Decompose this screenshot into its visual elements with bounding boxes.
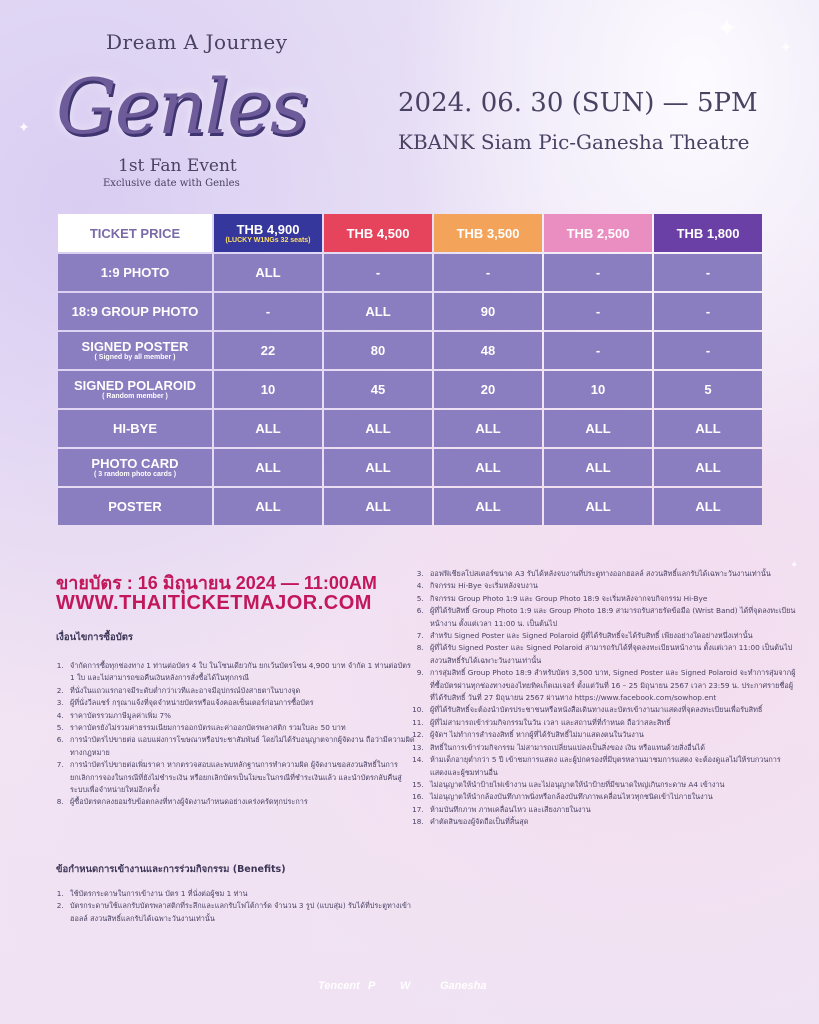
list-item: 3. ออฟฟิเชียลโปสเตอร์ขนาด A3 รับได้หลังจบงานที่ประตูทางออกฮอลล์ สงวนสิทธิ์แลกรับได้เฉพาะวันงานเท่านั้น [426,568,796,580]
conditions-list [50,660,416,809]
sponsor-logo: Ganesha [440,980,487,992]
list-item: 13. สิทธิ์ในการเข้าร่วมกิจกรรม ไม่สามารถเปลี่ยนแปลงเป็นสิ่งของ เงิน หรือแทนด้วยสิ่งอื่นได้ [426,742,796,754]
genles-logo: Genles [56,62,307,151]
benefit-cell: ALL [214,254,322,291]
benefit-cell: - [544,293,652,330]
benefit-cell: 10 [544,371,652,408]
sparkle-icon: ✦ [780,40,792,56]
benefit-sub: ( 3 random photo cards ) [93,470,177,478]
benefit-name: PHOTO CARD [91,455,179,471]
conditions-title: เงื่อนไขการซื้อบัตร [56,632,134,643]
list-item: 1. ใช้บัตรกระดาษในการเข้างาน บัตร 1 ที่นั่งต่อผู้ชม 1 ท่าน [66,888,416,900]
sparkle-icon: ✦ [716,14,738,44]
benefit-cell: ALL [434,488,542,525]
benefit-cell: 80 [324,332,432,369]
list-item: 18. คำตัดสินของผู้จัดถือเป็นที่สิ้นสุด [426,816,796,828]
benefit-cell: ALL [654,488,762,525]
benefit-cell: 48 [434,332,542,369]
list-item: 3. ผู้ที่นั่งวีลแชร์ กรุณาแจ้งที่จุดจำหน่ายบัตรหรือแจ้งคอลเซ็นเตอร์ก่อนการซื้อบัตร [66,697,416,709]
ticket-price-header: TICKET PRICE [58,214,212,252]
benefit-row [58,293,762,330]
event-tagline: Exclusive date with Genles [103,178,240,189]
list-item: 6. การนำบัตรไปขายต่อ แอบแฝงการโฆษณาหรือประชาสัมพันธ์ โดยไม่ได้รับอนุญาตจากผู้จัดงาน ถือว่ามีความผิดทางกฎหมาย [66,734,416,759]
list-item: 1. จำกัดการซื้อทุกช่องทาง 1 ท่านต่อบัตร 4 ใบ ในโซนเดียวกัน ยกเว้นบัตรโซน 4,900 บาท จำกัด 1 ท่านต่อบัตร 1 ใบ และไม่สามารถขอคืนเงินหลังการสั่งซื้อได้ในทุกกรณี [66,660,416,685]
list-item: 15. ไม่อนุญาตให้นำป้ายไฟเข้างาน และไม่อนุญาตให้นำป้ายที่มีขนาดใหญ่เกินกระดาษ A4 เข้างาน [426,779,796,791]
benefit-cell: ALL [324,293,432,330]
benefit-cell: - [434,254,542,291]
benefits-title: ข้อกำหนดการเข้างานและการร่วมกิจกรรม (Benefits) [56,864,286,875]
benefit-row [58,449,762,486]
benefit-name: 18:9 GROUP PHOTO [71,303,199,319]
benefit-name: 1:9 PHOTO [100,264,170,280]
list-item: 5. กิจกรรม Group Photo 1:9 และ Group Photo 18:9 จะเริ่มหลังจากจบกิจกรรม Hi-Bye [426,593,796,605]
benefit-row [58,371,762,408]
benefit-cell: - [214,293,322,330]
price-label: THB 4,500 [346,225,410,241]
benefit-label [58,254,212,291]
price-header-4 [544,214,652,252]
benefit-label [58,332,212,369]
benefit-cell: ALL [214,410,322,447]
benefit-name: HI-BYE [112,420,158,436]
benefit-cell: ALL [324,488,432,525]
benefit-row [58,254,762,291]
benefit-row [58,332,762,369]
benefit-name: POSTER [108,498,162,514]
benefit-cell: 20 [434,371,542,408]
sponsor-logo: P [368,980,376,992]
benefit-sub: ( Signed by all member ) [94,353,176,361]
price-header-2 [324,214,432,252]
benefit-label [58,410,212,447]
list-item: 11. ผู้ที่ไม่สามารถเข้าร่วมกิจกรรมในวัน เวลา และสถานที่ที่กำหนด ถือว่าสละสิทธิ์ [426,717,796,729]
benefit-cell: ALL [214,449,322,486]
benefit-cell: ALL [544,488,652,525]
list-item: 12. ผู้จัดฯ ไม่ทำการสำรองสิทธิ์ หากผู้ที่ได้รับสิทธิ์ไม่มาแสดงตนในวันงาน [426,729,796,741]
list-item: 8. ผู้ซื้อบัตรตกลงยอมรับข้อตกลงที่ทางผู้จัดงานกำหนดอย่างเคร่งครัดทุกประการ [66,796,416,808]
list-item: 4. กิจกรรม Hi-Bye จะเริ่มหลังจบงาน [426,580,796,592]
price-label: THB 2,500 [566,225,630,241]
sale-date: ขายบัตร : 16 มิถุนายน 2024 — 11:00AM [56,573,377,593]
price-label: THB 4,900 [236,221,300,237]
benefit-label [58,449,212,486]
list-item: 17. ห้ามบันทึกภาพ ภาพเคลื่อนไหว และเสียงภายในงาน [426,804,796,816]
event-venue: KBANK Siam Pic-Ganesha Theatre [398,130,750,154]
benefit-cell: ALL [214,488,322,525]
sponsor-logo: W [400,980,411,992]
list-item: 8. ผู้ที่ได้รับ Signed Poster และ Signed Polaroid สามารถรับได้ที่จุดลงทะเบียนหน้างาน ตั้งแต่เวลา 11:00 เป็นต้นไป สงวนสิทธิ์รับได้เฉพาะวันงานเท่านั้น [426,642,796,667]
list-item: 7. การนำบัตรไปขายต่อเพิ่มราคา หากตรวจสอบและพบหลักฐานการทำความผิด ผู้จัดงานขอสงวนสิทธิ์ในการยกเลิกการจองในกรณีที่ยังไม่ชำระเงิน หรือยกเลิกบัตรเป็นโมฆะในกรณีที่ชำระเงินแล้ว และนำบัตรกลับคืนสู่ระบบเพื่อจำหน่ายใหม่อีกครั้ง [66,759,416,796]
benefit-cell: - [544,254,652,291]
price-header-3 [434,214,542,252]
list-item: 2. ที่นั่งในแถวแรกอาจมีระดับต่ำกว่าเวทีและอาจมีอุปกรณ์บังสายตาในบางจุด [66,685,416,697]
event-date: 2024. 06. 30 (SUN) — 5PM [398,88,758,118]
sparkle-icon: ✦ [790,560,799,571]
ticket-table [56,212,764,527]
price-header-5 [654,214,762,252]
benefit-label [58,488,212,525]
price-header-1 [214,214,322,252]
benefit-cell: ALL [654,410,762,447]
benefit-cell: ALL [324,449,432,486]
list-item: 10. ผู้ที่ได้รับสิทธิ์จะต้องนำบัตรประชาชนหรือหนังสือเดินทางและบัตรเข้างานมาแสดงที่จุดลงทะเบียนเพื่อรับสิทธิ์ [426,704,796,716]
benefit-row [58,410,762,447]
list-item: 5. ราคาบัตรยังไม่รวมค่าธรรมเนียมการออกบัตรและค่าออกบัตรพลาสติก รวมใบละ 50 บาท [66,722,416,734]
price-label: THB 3,500 [456,225,520,241]
benefit-cell: ALL [324,410,432,447]
sponsor-logo: Tencent [318,980,360,992]
benefit-cell: - [544,332,652,369]
benefit-cell: ALL [544,410,652,447]
list-item: 16. ไม่อนุญาตให้นำกล้องบันทึกภาพนิ่งหรือกล้องบันทึกภาพเคลื่อนไหวทุกชนิดเข้าไปภายในงาน [426,791,796,803]
list-item: 9. การสุ่มสิทธิ์ Group Photo 18:9 สำหรับบัตร 3,500 บาท, Signed Poster และ Signed Polaroid จะทำการสุ่มจากผู้ที่ซื้อบัตรผ่านทุกช่องทางของไทยทิคเก็ตเมเจอร์ ตั้งแต่วันที่ 16 – 25 มิถุนายน 2567 เวลา 23:59 น. ประกาศรายชื่อผู้ที่ได้รับสิทธิ์ วันที่ 27 มิถุนายน 2567 ผ่านทาง https://www.facebook.com/sowhop.ent [426,667,796,704]
benefit-row [58,488,762,525]
benefit-cell: ALL [434,449,542,486]
benefit-cell: - [654,254,762,291]
benefit-cell: 90 [434,293,542,330]
event-title: 1st Fan Event [118,156,237,176]
benefit-cell: ALL [654,449,762,486]
benefit-cell: ALL [544,449,652,486]
list-item: 4. ราคาบัตรรวมภาษีมูลค่าเพิ่ม 7% [66,710,416,722]
price-label: THB 1,800 [676,225,740,241]
benefits-list [50,888,416,925]
benefit-cell: 22 [214,332,322,369]
benefit-cell: 45 [324,371,432,408]
benefit-cell: - [654,293,762,330]
sparkle-icon: ✦ [18,120,30,136]
series-title: Dream A Journey [106,30,288,54]
benefit-cell: 10 [214,371,322,408]
benefits-list-continued [410,568,796,829]
benefit-sub: ( Random member ) [102,392,168,400]
list-item: 2. บัตรกระดาษใช้แลกรับบัตรพลาสติกที่ระลึกและแลกรับโฟโต้การ์ด จำนวน 3 รูป (แบบสุ่ม) รับได้ที่ประตูทางเข้าฮอลล์ สงวนสิทธิ์แลกรับได้เฉพาะวันงานเท่านั้น [66,900,416,925]
benefit-name: SIGNED POLAROID [73,377,197,393]
benefit-label [58,371,212,408]
benefit-cell: - [324,254,432,291]
benefit-cell: - [654,332,762,369]
benefit-label [58,293,212,330]
list-item: 6. ผู้ที่ได้รับสิทธิ์ Group Photo 1:9 และ Group Photo 18:9 สามารถรับสายรัดข้อมือ (Wrist Band) ได้ที่จุดลงทะเบียนหน้างาน ตั้งแต่เวลา 11:00 น. เป็นต้นไป [426,605,796,630]
benefit-name: SIGNED POSTER [81,338,189,354]
list-item: 14. ห้ามเด็กอายุต่ำกว่า 5 ปี เข้าชมการแสดง และผู้ปกครองที่มีบุตรหลานมาชมการแสดง จะต้องดูแลไม่ให้รบกวนการแสดงและผู้ชมท่านอื่น [426,754,796,779]
ticket-website-link[interactable]: WWW.THAITICKETMAJOR.COM [56,592,372,614]
price-note: (LUCKY W1NGs 32 seats) [225,236,311,244]
benefit-cell: ALL [434,410,542,447]
list-item: 7. สำหรับ Signed Poster และ Signed Polaroid ผู้ที่ได้รับสิทธิ์จะได้รับสิทธิ์ เพียงอย่างใดอย่างหนึ่งเท่านั้น [426,630,796,642]
benefit-cell: 5 [654,371,762,408]
